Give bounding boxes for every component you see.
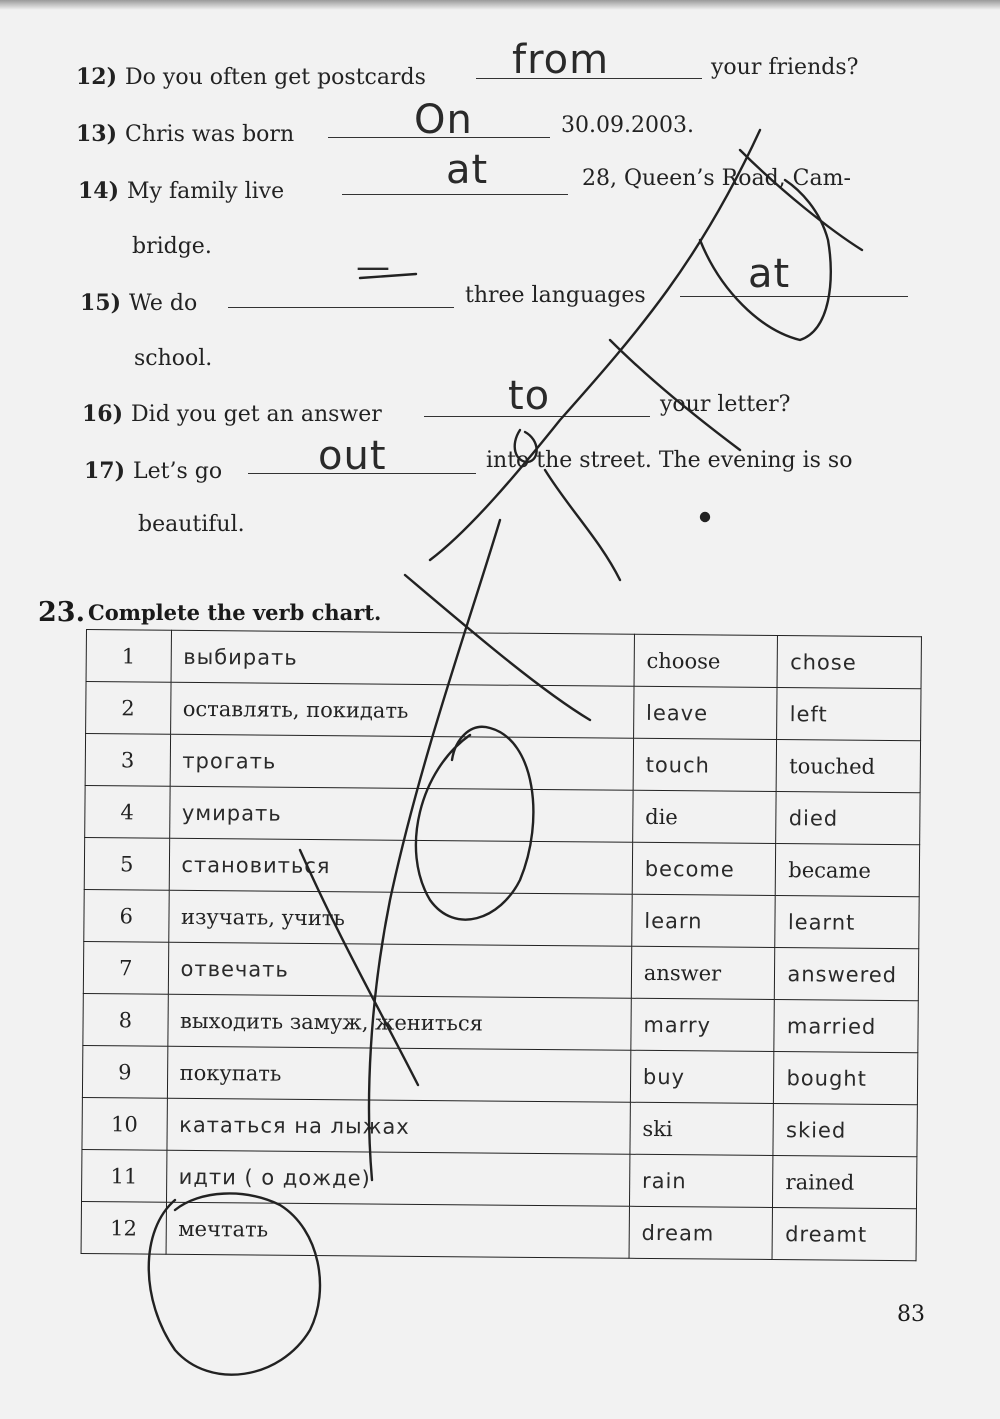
- row-number-cell: [82, 1045, 167, 1098]
- infinitive: touch: [645, 752, 711, 777]
- russian-meaning-cell: [167, 994, 631, 1050]
- item-15: [80, 292, 197, 315]
- russian-meaning: выходить замуж, жениться: [179, 1008, 484, 1035]
- past-simple: answered: [787, 961, 898, 987]
- russian-meaning-cell: [169, 838, 633, 894]
- infinitive-cell: [633, 738, 777, 791]
- answer-blank-15b: [680, 296, 908, 297]
- verb-row: [83, 941, 918, 1000]
- infinitive: die: [645, 804, 678, 829]
- russian-meaning: кататься на лыжах: [179, 1112, 410, 1139]
- russian-meaning: выбирать: [183, 644, 298, 670]
- infinitive-cell: [632, 894, 776, 947]
- russian-meaning: мечтать: [178, 1216, 269, 1242]
- infinitive-cell: [630, 1050, 774, 1103]
- past-simple-cell: [775, 896, 919, 949]
- past-simple: became: [788, 857, 871, 883]
- verb-row: [84, 889, 919, 948]
- item-number: 12): [76, 64, 118, 90]
- row-number-cell: [85, 734, 170, 787]
- russian-meaning-cell: [168, 890, 632, 946]
- answer-blank-15a: [228, 307, 454, 308]
- verb-row: [82, 1045, 917, 1104]
- infinitive: become: [644, 856, 735, 882]
- past-simple-cell: [777, 740, 921, 793]
- row-number-cell: [81, 1201, 166, 1254]
- russian-meaning: покупать: [179, 1060, 282, 1086]
- row-number: 8: [118, 1007, 133, 1032]
- verb-row: [82, 1149, 917, 1208]
- past-simple-cell: [773, 1104, 917, 1157]
- infinitive: marry: [643, 1012, 712, 1037]
- item-14: [78, 180, 284, 203]
- infinitive-cell: [629, 1206, 773, 1259]
- russian-meaning: умирать: [181, 800, 282, 826]
- answer-blank-14: [342, 194, 568, 195]
- item-text-before: Did you get an answer: [131, 402, 382, 427]
- past-simple-cell: [774, 1052, 918, 1105]
- past-simple: chose: [790, 649, 857, 675]
- row-number: 11: [110, 1163, 138, 1188]
- infinitive-cell: [629, 1154, 773, 1207]
- handwritten-answer-14: at: [446, 147, 489, 193]
- row-number-cell: [83, 941, 168, 994]
- infinitive: choose: [646, 648, 721, 674]
- row-number: 2: [121, 695, 135, 720]
- infinitive-cell: [632, 790, 776, 843]
- exercise-number: 23.: [38, 597, 85, 628]
- past-simple: touched: [789, 753, 876, 779]
- item-continuation: beautiful.: [138, 512, 245, 537]
- row-number-cell: [82, 1149, 167, 1202]
- item-16: [82, 403, 382, 426]
- past-simple-cell: [775, 948, 919, 1001]
- item-text-after: your letter?: [660, 392, 791, 417]
- russian-meaning: становиться: [181, 852, 331, 878]
- russian-meaning: оставлять, покидать: [182, 696, 409, 723]
- row-number: 3: [120, 747, 135, 772]
- russian-meaning: отвечать: [180, 956, 289, 982]
- infinitive-cell: [632, 842, 776, 895]
- infinitive: learn: [644, 908, 703, 933]
- verb-row: [86, 630, 921, 689]
- item-text-before: Do you often get postcards: [125, 65, 426, 90]
- past-simple: bought: [786, 1065, 867, 1091]
- russian-meaning: идти ( о дожде): [178, 1164, 371, 1191]
- russian-meaning: изучать, учить: [180, 904, 346, 930]
- row-number-cell: [86, 630, 171, 683]
- verb-chart-table: [81, 629, 922, 1261]
- verb-row: [85, 785, 920, 844]
- infinitive: buy: [642, 1064, 686, 1089]
- past-simple: rained: [785, 1169, 855, 1195]
- item-text-after: into the street. The evening is so: [486, 448, 853, 473]
- infinitive: ski: [642, 1116, 673, 1141]
- past-simple-cell: [776, 844, 920, 897]
- infinitive-cell: [631, 946, 775, 999]
- infinitive: answer: [643, 960, 722, 986]
- infinitive-cell: [633, 686, 777, 739]
- row-number-cell: [84, 889, 169, 942]
- past-simple: died: [788, 805, 839, 831]
- russian-meaning-cell: [166, 1098, 630, 1154]
- row-number-cell: [83, 993, 168, 1046]
- russian-meaning-cell: [166, 1202, 630, 1258]
- item-13: [76, 123, 294, 146]
- item-text-before: Let’s go: [133, 459, 223, 484]
- row-number-cell: [86, 682, 171, 735]
- row-number: 6: [119, 903, 134, 928]
- item-text-after: your friends?: [711, 55, 859, 80]
- past-simple-cell: [774, 1000, 918, 1053]
- item-text-before: Chris was born: [125, 122, 295, 147]
- handwritten-answer-13: On: [414, 97, 473, 143]
- row-number-cell: [82, 1097, 167, 1150]
- past-simple-cell: [772, 1208, 916, 1261]
- item-text-after: three languages: [465, 283, 646, 308]
- item-text-before: We do: [129, 291, 198, 316]
- page-number: 83: [897, 1302, 925, 1327]
- row-number: 7: [119, 955, 133, 980]
- past-simple-cell: [776, 792, 920, 845]
- russian-meaning-cell: [171, 630, 635, 686]
- item-number: 15): [80, 290, 122, 316]
- item-number: 16): [82, 401, 124, 427]
- handwritten-answer-15a: —: [356, 247, 391, 287]
- past-simple-cell: [777, 688, 921, 741]
- verb-row: [86, 682, 921, 741]
- item-number: 17): [84, 458, 126, 484]
- infinitive: dream: [641, 1220, 715, 1246]
- verb-row: [83, 993, 918, 1052]
- handwritten-answer-15b: at: [748, 251, 791, 297]
- handwritten-answer-17: out: [318, 433, 387, 479]
- row-number: 10: [110, 1111, 138, 1136]
- row-number: 5: [119, 851, 134, 876]
- past-simple: married: [786, 1013, 877, 1039]
- verb-row: [82, 1097, 917, 1156]
- verb-row: [84, 837, 919, 896]
- item-continuation: school.: [134, 346, 213, 371]
- handwritten-answer-12: from: [512, 37, 610, 83]
- row-number: 1: [121, 643, 136, 668]
- infinitive-cell: [630, 1102, 774, 1155]
- item-17: [84, 460, 222, 483]
- russian-meaning-cell: [168, 942, 632, 998]
- exercise-title: Complete the verb chart.: [88, 600, 382, 625]
- russian-meaning-cell: [170, 734, 634, 790]
- item-text-after: 30.09.2003.: [561, 113, 694, 138]
- russian-meaning-cell: [169, 786, 633, 842]
- item-continuation: bridge.: [132, 234, 212, 259]
- row-number: 12: [110, 1215, 138, 1240]
- row-number-cell: [85, 785, 170, 838]
- verb-row: [81, 1201, 916, 1260]
- infinitive-cell: [631, 998, 775, 1051]
- past-simple: skied: [785, 1117, 847, 1143]
- item-text-before: My family live: [127, 179, 285, 204]
- row-number: 4: [120, 799, 134, 824]
- item-number: 14): [78, 178, 120, 204]
- russian-meaning-cell: [166, 1150, 630, 1206]
- handwritten-answer-16: to: [508, 373, 551, 419]
- row-number-cell: [84, 837, 169, 890]
- item-text-after: 28, Queen’s Road, Cam-: [582, 166, 851, 191]
- russian-meaning-cell: [170, 682, 634, 738]
- past-simple: dreamt: [785, 1221, 868, 1247]
- scan-edge-shadow: [0, 0, 1000, 10]
- item-number: 13): [76, 121, 118, 147]
- infinitive: leave: [646, 700, 709, 725]
- past-simple: left: [789, 701, 828, 726]
- verb-row: [85, 734, 920, 793]
- past-simple-cell: [773, 1156, 917, 1209]
- infinitive-cell: [634, 634, 778, 687]
- row-number: 9: [118, 1059, 132, 1084]
- past-simple-cell: [777, 636, 921, 689]
- infinitive: rain: [641, 1168, 687, 1193]
- past-simple: learnt: [787, 909, 856, 935]
- russian-meaning: трогать: [182, 748, 277, 774]
- item-12: [76, 66, 426, 89]
- russian-meaning-cell: [167, 1046, 631, 1102]
